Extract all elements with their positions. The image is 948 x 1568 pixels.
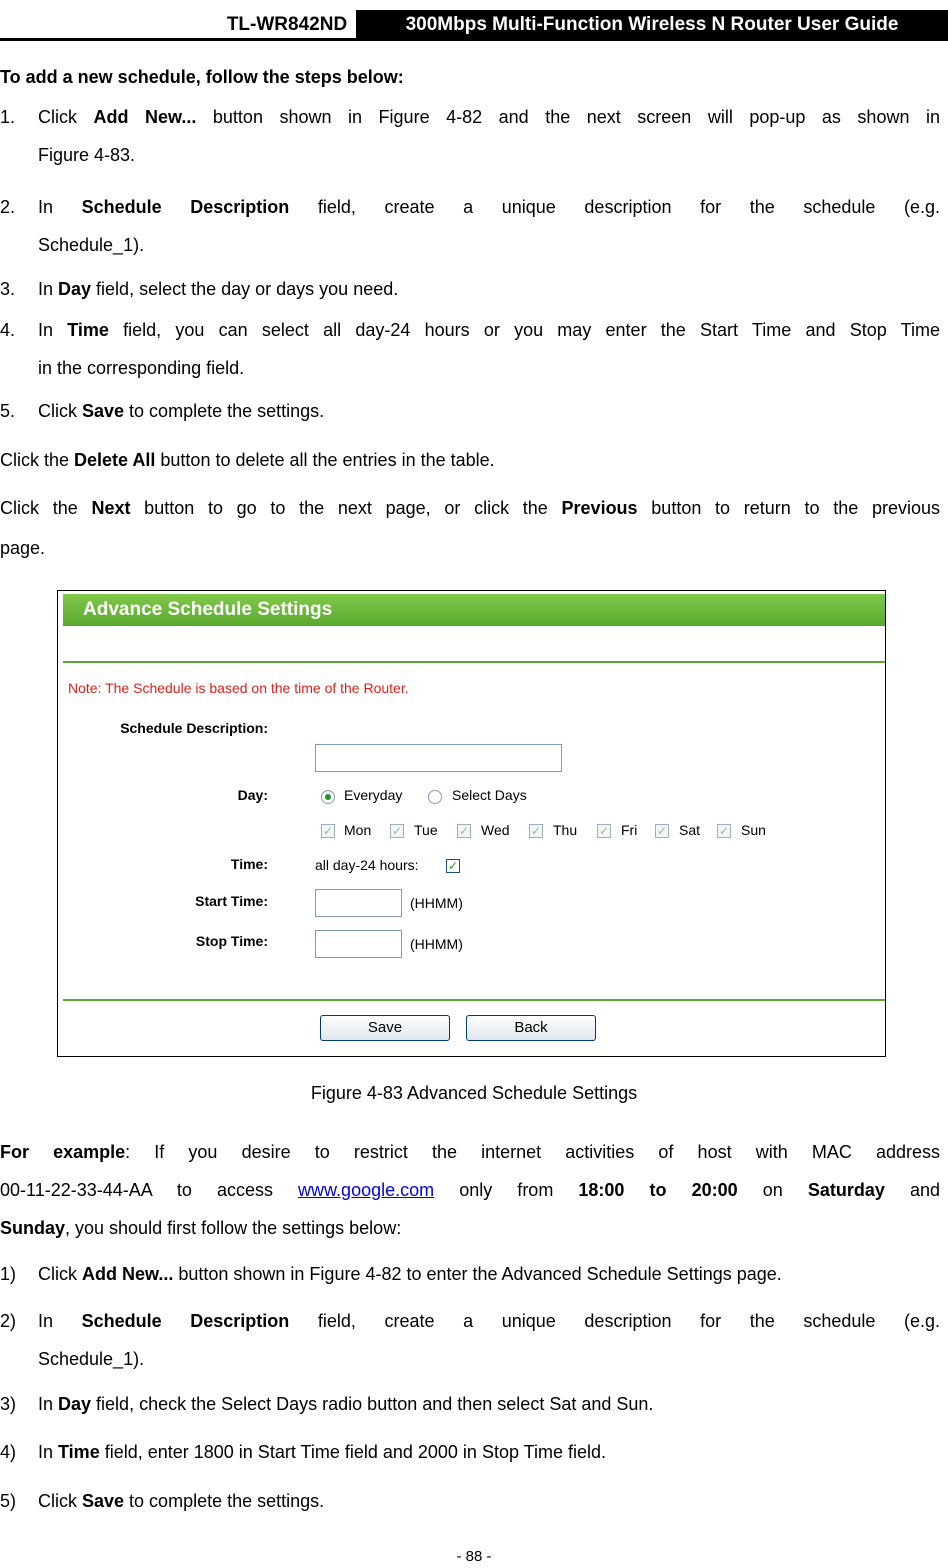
step-text: In: [38, 1394, 59, 1414]
step-1-line2: Figure 4-83.: [38, 145, 136, 165]
step-text: field, create a unique description for the schedule (e.g.: [289, 1311, 940, 1331]
tue-label: Tue: [414, 822, 438, 838]
step-text: button shown in Figure 4-82 and the next screen will pop-up as shown in: [196, 107, 940, 127]
step-bold: Save: [82, 401, 125, 421]
mon-label: Mon: [344, 822, 372, 838]
step-text: field, you can select all day-24 hours or you may enter the Start Time and Stop Time: [108, 320, 940, 340]
radio-selected-dot: [325, 794, 331, 800]
sun-checkbox[interactable]: ✓: [718, 824, 730, 838]
fri-checkbox[interactable]: ✓: [598, 824, 610, 838]
para-text: button to return to the previous: [637, 498, 941, 518]
step-text: In: [38, 320, 68, 340]
para-text: button to delete all the entries in the table.: [155, 450, 495, 470]
step-text: In: [38, 1442, 59, 1462]
step-number: 4.: [0, 320, 16, 340]
step-text: Click: [38, 1264, 82, 1284]
example-step-2-line2: Schedule_1).: [38, 1349, 145, 1369]
fri-label: Fri: [621, 822, 638, 838]
mon-checkbox[interactable]: ✓: [322, 824, 334, 838]
figure-caption: Figure 4-83 Advanced Schedule Settings: [310, 1083, 638, 1103]
everyday-label: Everyday: [344, 787, 403, 803]
step-4-line1: [0, 312, 940, 348]
step-number: 4): [0, 1442, 17, 1462]
thu-checkbox[interactable]: ✓: [530, 824, 542, 838]
thu-label: Thu: [553, 822, 578, 838]
para-bold: Delete All: [74, 450, 156, 470]
step-bold: Day: [58, 279, 92, 299]
day-label: Day:: [237, 787, 268, 803]
step-5: [0, 393, 940, 429]
example-text: on: [737, 1180, 808, 1200]
step-text: field, select the day or days you need.: [91, 279, 399, 299]
step-1-line1: [0, 99, 940, 135]
step-text: field, check the Select Days radio button and then select Sat and Sun.: [91, 1394, 654, 1414]
back-button[interactable]: Back: [466, 1015, 596, 1041]
para-text: Click the: [0, 498, 92, 518]
step-number: 3): [0, 1394, 17, 1414]
sun-label: Sun: [741, 822, 766, 838]
wed-checkbox[interactable]: ✓: [458, 824, 470, 838]
example-bold: Saturday: [807, 1180, 885, 1200]
page-header: [0, 0, 948, 40]
step-bold: Schedule Description: [81, 1311, 290, 1331]
schedule-description-label: Schedule Description:: [120, 720, 268, 736]
step-text: Click: [38, 107, 94, 127]
step-bold: Day: [58, 1394, 92, 1414]
example-step-4: [0, 1434, 940, 1470]
step-bold: Time: [67, 320, 109, 340]
example-line2: [0, 1172, 940, 1208]
step-bold: Add New...: [82, 1264, 174, 1284]
example-text: 00-11-22-33-44-AA to access: [0, 1180, 299, 1200]
router-time-note: Note: The Schedule is based on the time of the Router.: [68, 680, 409, 696]
schedule-description-input[interactable]: [315, 744, 562, 772]
example-line3: [0, 1210, 940, 1246]
sat-label: Sat: [679, 822, 701, 838]
intro-heading: [0, 59, 940, 95]
advanced-schedule-figure: [57, 590, 886, 1057]
step-number: 2.: [0, 197, 16, 217]
step-text: In: [38, 1311, 82, 1331]
step-number: 1.: [0, 107, 16, 127]
delete-all-paragraph: [0, 442, 940, 478]
all-day-checkbox[interactable]: ✓: [447, 859, 459, 873]
figure-title: Advance Schedule Settings: [83, 599, 333, 620]
select-days-label: Select Days: [452, 787, 527, 803]
tue-checkbox[interactable]: ✓: [391, 824, 403, 838]
start-time-input[interactable]: [315, 889, 402, 917]
step-text: In: [38, 279, 59, 299]
example-step-1: [0, 1256, 940, 1292]
example-text: , you should first follow the settings below:: [65, 1218, 402, 1238]
step-3: [0, 271, 940, 307]
everyday-radio[interactable]: [321, 790, 335, 804]
step-text: field, create a unique description for the schedule (e.g.: [289, 197, 940, 217]
step-text: Click: [38, 1491, 82, 1511]
step-number: 5): [0, 1491, 17, 1511]
step-bold: Add New...: [93, 107, 197, 127]
step-text: to complete the settings.: [124, 1491, 325, 1511]
step-2-line1: [0, 189, 940, 225]
para-text: Click the: [0, 450, 75, 470]
select-days-radio[interactable]: [428, 790, 442, 804]
step-text: button shown in Figure 4-82 to enter the Advanced Schedule Settings page.: [173, 1264, 782, 1284]
save-button[interactable]: Save: [320, 1015, 450, 1041]
step-number: 1): [0, 1264, 17, 1284]
page-number: - 88 -: [456, 1548, 492, 1565]
sat-checkbox[interactable]: ✓: [656, 824, 668, 838]
step-2-line2: Schedule_1).: [38, 235, 145, 255]
start-time-format: (HHMM): [410, 895, 463, 911]
example-bold: 18:00 to 20:00: [578, 1180, 738, 1200]
wed-label: Wed: [481, 822, 510, 838]
next-prev-line1: [0, 490, 940, 526]
step-text: In: [38, 197, 82, 217]
green-divider-top: [63, 661, 885, 663]
model-name: TL-WR842ND: [226, 14, 348, 35]
example-bold: Sunday: [0, 1218, 66, 1238]
para-bold: Previous: [561, 498, 638, 518]
example-text: : If you desire to restrict the internet activities of host with MAC address: [125, 1142, 940, 1162]
step-bold: Schedule Description: [81, 197, 290, 217]
stop-time-input[interactable]: [315, 930, 402, 958]
example-text: only from: [434, 1180, 579, 1200]
start-time-label: Start Time:: [195, 893, 268, 909]
step-bold: Save: [82, 1491, 125, 1511]
header-rule: [0, 38, 948, 41]
guide-title: 300Mbps Multi-Function Wireless N Router User Guide: [356, 10, 948, 40]
step-bold: Time: [58, 1442, 100, 1462]
step-number: 3.: [0, 279, 16, 299]
stop-time-format: (HHMM): [410, 936, 463, 952]
step-number: 2): [0, 1311, 17, 1331]
para-text: button to go to the next page, or click the: [130, 498, 562, 518]
para-bold: Next: [91, 498, 131, 518]
example-bold: For example: [0, 1142, 126, 1162]
time-label: Time:: [230, 856, 268, 872]
example-step-3: [0, 1386, 940, 1422]
next-prev-line2: page.: [0, 538, 46, 558]
step-text: Click: [38, 401, 82, 421]
step-text: field, enter 1800 in Start Time field and 2000 in Stop Time field.: [99, 1442, 606, 1462]
example-step-2-line1: [0, 1303, 940, 1339]
step-4-line2: in the corresponding field.: [38, 358, 245, 378]
example-line1: [0, 1134, 940, 1170]
title-bar: [63, 594, 885, 626]
intro-heading-text: To add a new schedule, follow the steps below:: [0, 67, 404, 87]
google-link[interactable]: www.google.com: [298, 1180, 435, 1200]
green-divider-bottom: [63, 999, 885, 1001]
step-number: 5.: [0, 401, 16, 421]
stop-time-label: Stop Time:: [195, 933, 268, 949]
example-text: and: [884, 1180, 940, 1200]
all-day-label: all day-24 hours:: [315, 857, 419, 873]
example-step-5: [0, 1483, 940, 1519]
step-text: to complete the settings.: [124, 401, 325, 421]
